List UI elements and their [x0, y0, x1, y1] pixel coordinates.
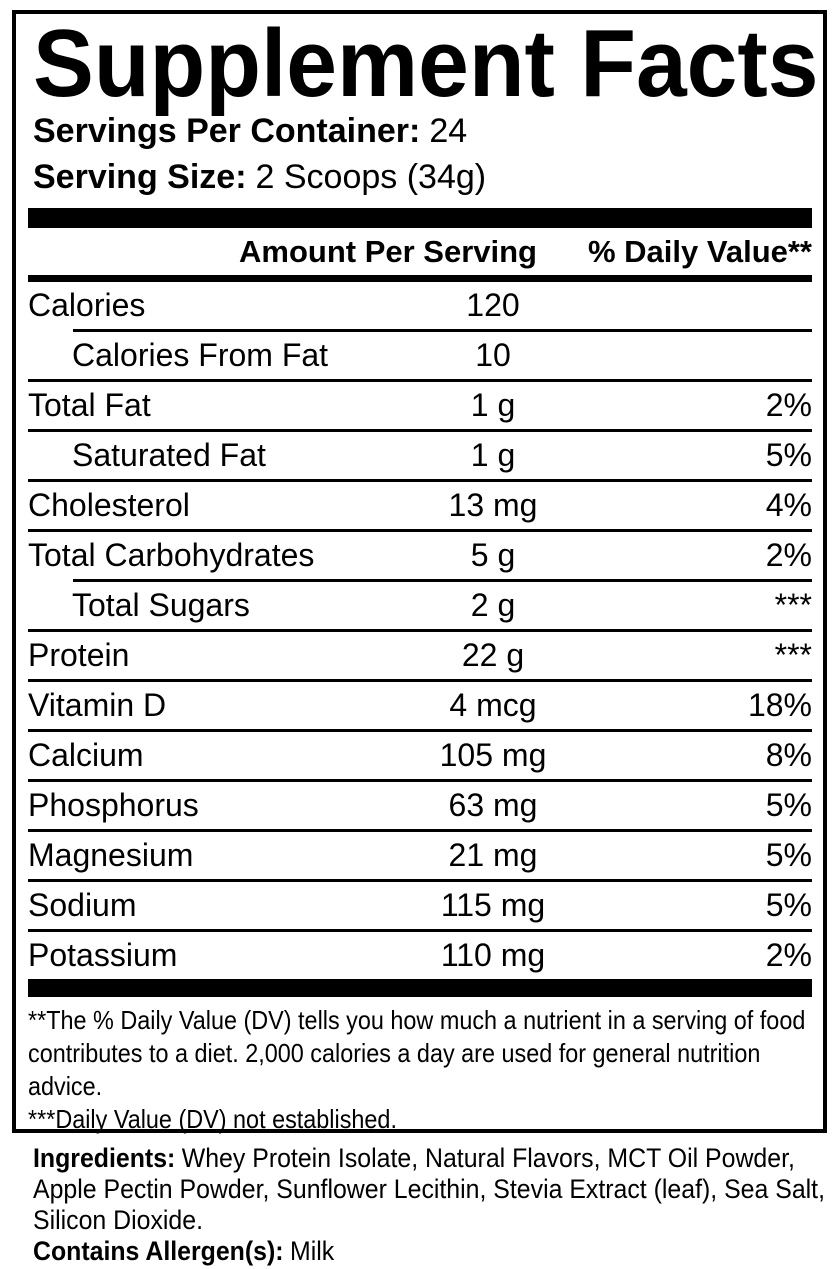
nutrient-name: Protein: [28, 637, 130, 673]
serving-size-value: 2 Scoops (34g): [255, 158, 487, 196]
ingredients-section: [33, 1143, 825, 1267]
column-header-row: [28, 228, 812, 275]
nutrient-amount: 120: [466, 287, 520, 323]
nutrient-row: [28, 832, 812, 882]
nutrient-row: [28, 332, 812, 382]
nutrient-amount: 10: [475, 337, 511, 373]
servings-per-container-value: 24: [429, 112, 468, 150]
nutrient-daily-value: 18%: [747, 687, 812, 723]
ingredients-label: Ingredients:: [33, 1143, 176, 1173]
nutrient-row: [28, 382, 812, 432]
nutrient-name: Total Sugars: [72, 587, 250, 623]
footnote: [28, 997, 811, 1136]
nutrient-daily-value: 5%: [765, 437, 812, 473]
nutrient-amount: 4 mcg: [449, 687, 537, 723]
nutrient-name: Sodium: [28, 887, 137, 923]
servings-per-container-label: Servings Per Container:: [33, 112, 421, 150]
nutrient-name: Total Fat: [28, 387, 151, 423]
nutrient-name: Phosphorus: [28, 787, 199, 823]
nutrient-row: [28, 882, 812, 932]
nutrient-name: Cholesterol: [28, 487, 190, 523]
nutrient-amount: 1 g: [470, 437, 516, 473]
nutrient-amount: 105 mg: [439, 737, 547, 773]
nutrient-row: [28, 582, 812, 632]
nutrient-rows: [28, 282, 812, 979]
nutrient-amount: 5 g: [470, 537, 516, 573]
allergen-value: Milk: [289, 1236, 335, 1266]
separator-bar-bottom: [28, 979, 812, 997]
nutrient-row: [28, 482, 812, 532]
footnote-not-established: ***Daily Value (DV) not established.: [28, 1104, 397, 1134]
nutrient-amount: 22 g: [461, 637, 525, 673]
nutrient-name: Calories From Fat: [72, 337, 329, 373]
nutrient-row: [28, 682, 812, 732]
nutrient-daily-value: 5%: [765, 787, 812, 823]
nutrient-amount: 2 g: [470, 587, 516, 623]
nutrient-daily-value: 2%: [765, 387, 812, 423]
header-separator-bar: [28, 275, 812, 282]
serving-size: [33, 154, 823, 200]
nutrient-daily-value: ***: [774, 587, 812, 623]
nutrient-row: [28, 732, 812, 782]
serving-size-label: Serving Size:: [33, 158, 247, 196]
nutrient-daily-value: 5%: [765, 887, 812, 923]
nutrient-row: [28, 432, 812, 482]
nutrient-row: [28, 932, 812, 979]
allergen-line: [33, 1236, 825, 1267]
nutrient-amount: 13 mg: [448, 487, 538, 523]
nutrient-daily-value: 2%: [765, 937, 812, 973]
nutrient-name: Vitamin D: [28, 687, 167, 723]
nutrient-amount: 63 mg: [448, 787, 538, 823]
nutrient-daily-value: 2%: [765, 537, 812, 573]
supplement-facts-panel: [12, 10, 827, 1133]
nutrient-name: Calories: [28, 287, 146, 323]
ingredients-text: Whey Protein Isolate, Natural Flavors, MCT Oil Powder, Apple Pectin Powder, Sunflower Lecithin, Stevia Extract (leaf), Sea Salt, Silicon Dioxide.: [33, 1143, 826, 1235]
nutrient-row: [28, 782, 812, 832]
separator-bar-top: [28, 208, 812, 228]
nutrient-name: Total Carbohydrates: [28, 537, 315, 573]
nutrient-daily-value: ***: [774, 637, 812, 673]
allergen-label: Contains Allergen(s):: [33, 1236, 284, 1266]
panel-title: Supplement Facts: [33, 10, 819, 117]
nutrient-daily-value: 4%: [765, 487, 812, 523]
footnote-daily-value: **The % Daily Value (DV) tells you how much a nutrient in a serving of food contributes to a diet. 2,000 calories a day are used for general nutrition advice.: [28, 1005, 806, 1101]
nutrient-row: [28, 532, 812, 582]
daily-value-header: % Daily Value**: [587, 234, 812, 269]
nutrient-name: Calcium: [28, 737, 144, 773]
nutrient-amount: 110 mg: [440, 937, 546, 973]
nutrient-amount: 1 g: [470, 387, 516, 423]
nutrient-amount: 21 mg: [448, 837, 538, 873]
nutrient-amount: 115 mg: [440, 887, 546, 923]
nutrient-daily-value: 8%: [765, 737, 812, 773]
nutrient-name: Magnesium: [28, 837, 194, 873]
nutrient-row: [28, 632, 812, 682]
nutrient-name: Potassium: [28, 937, 178, 973]
nutrient-name: Saturated Fat: [72, 437, 266, 473]
nutrient-row: [28, 282, 812, 332]
amount-per-serving-header: Amount Per Serving: [239, 234, 537, 269]
nutrient-daily-value: 5%: [765, 837, 812, 873]
